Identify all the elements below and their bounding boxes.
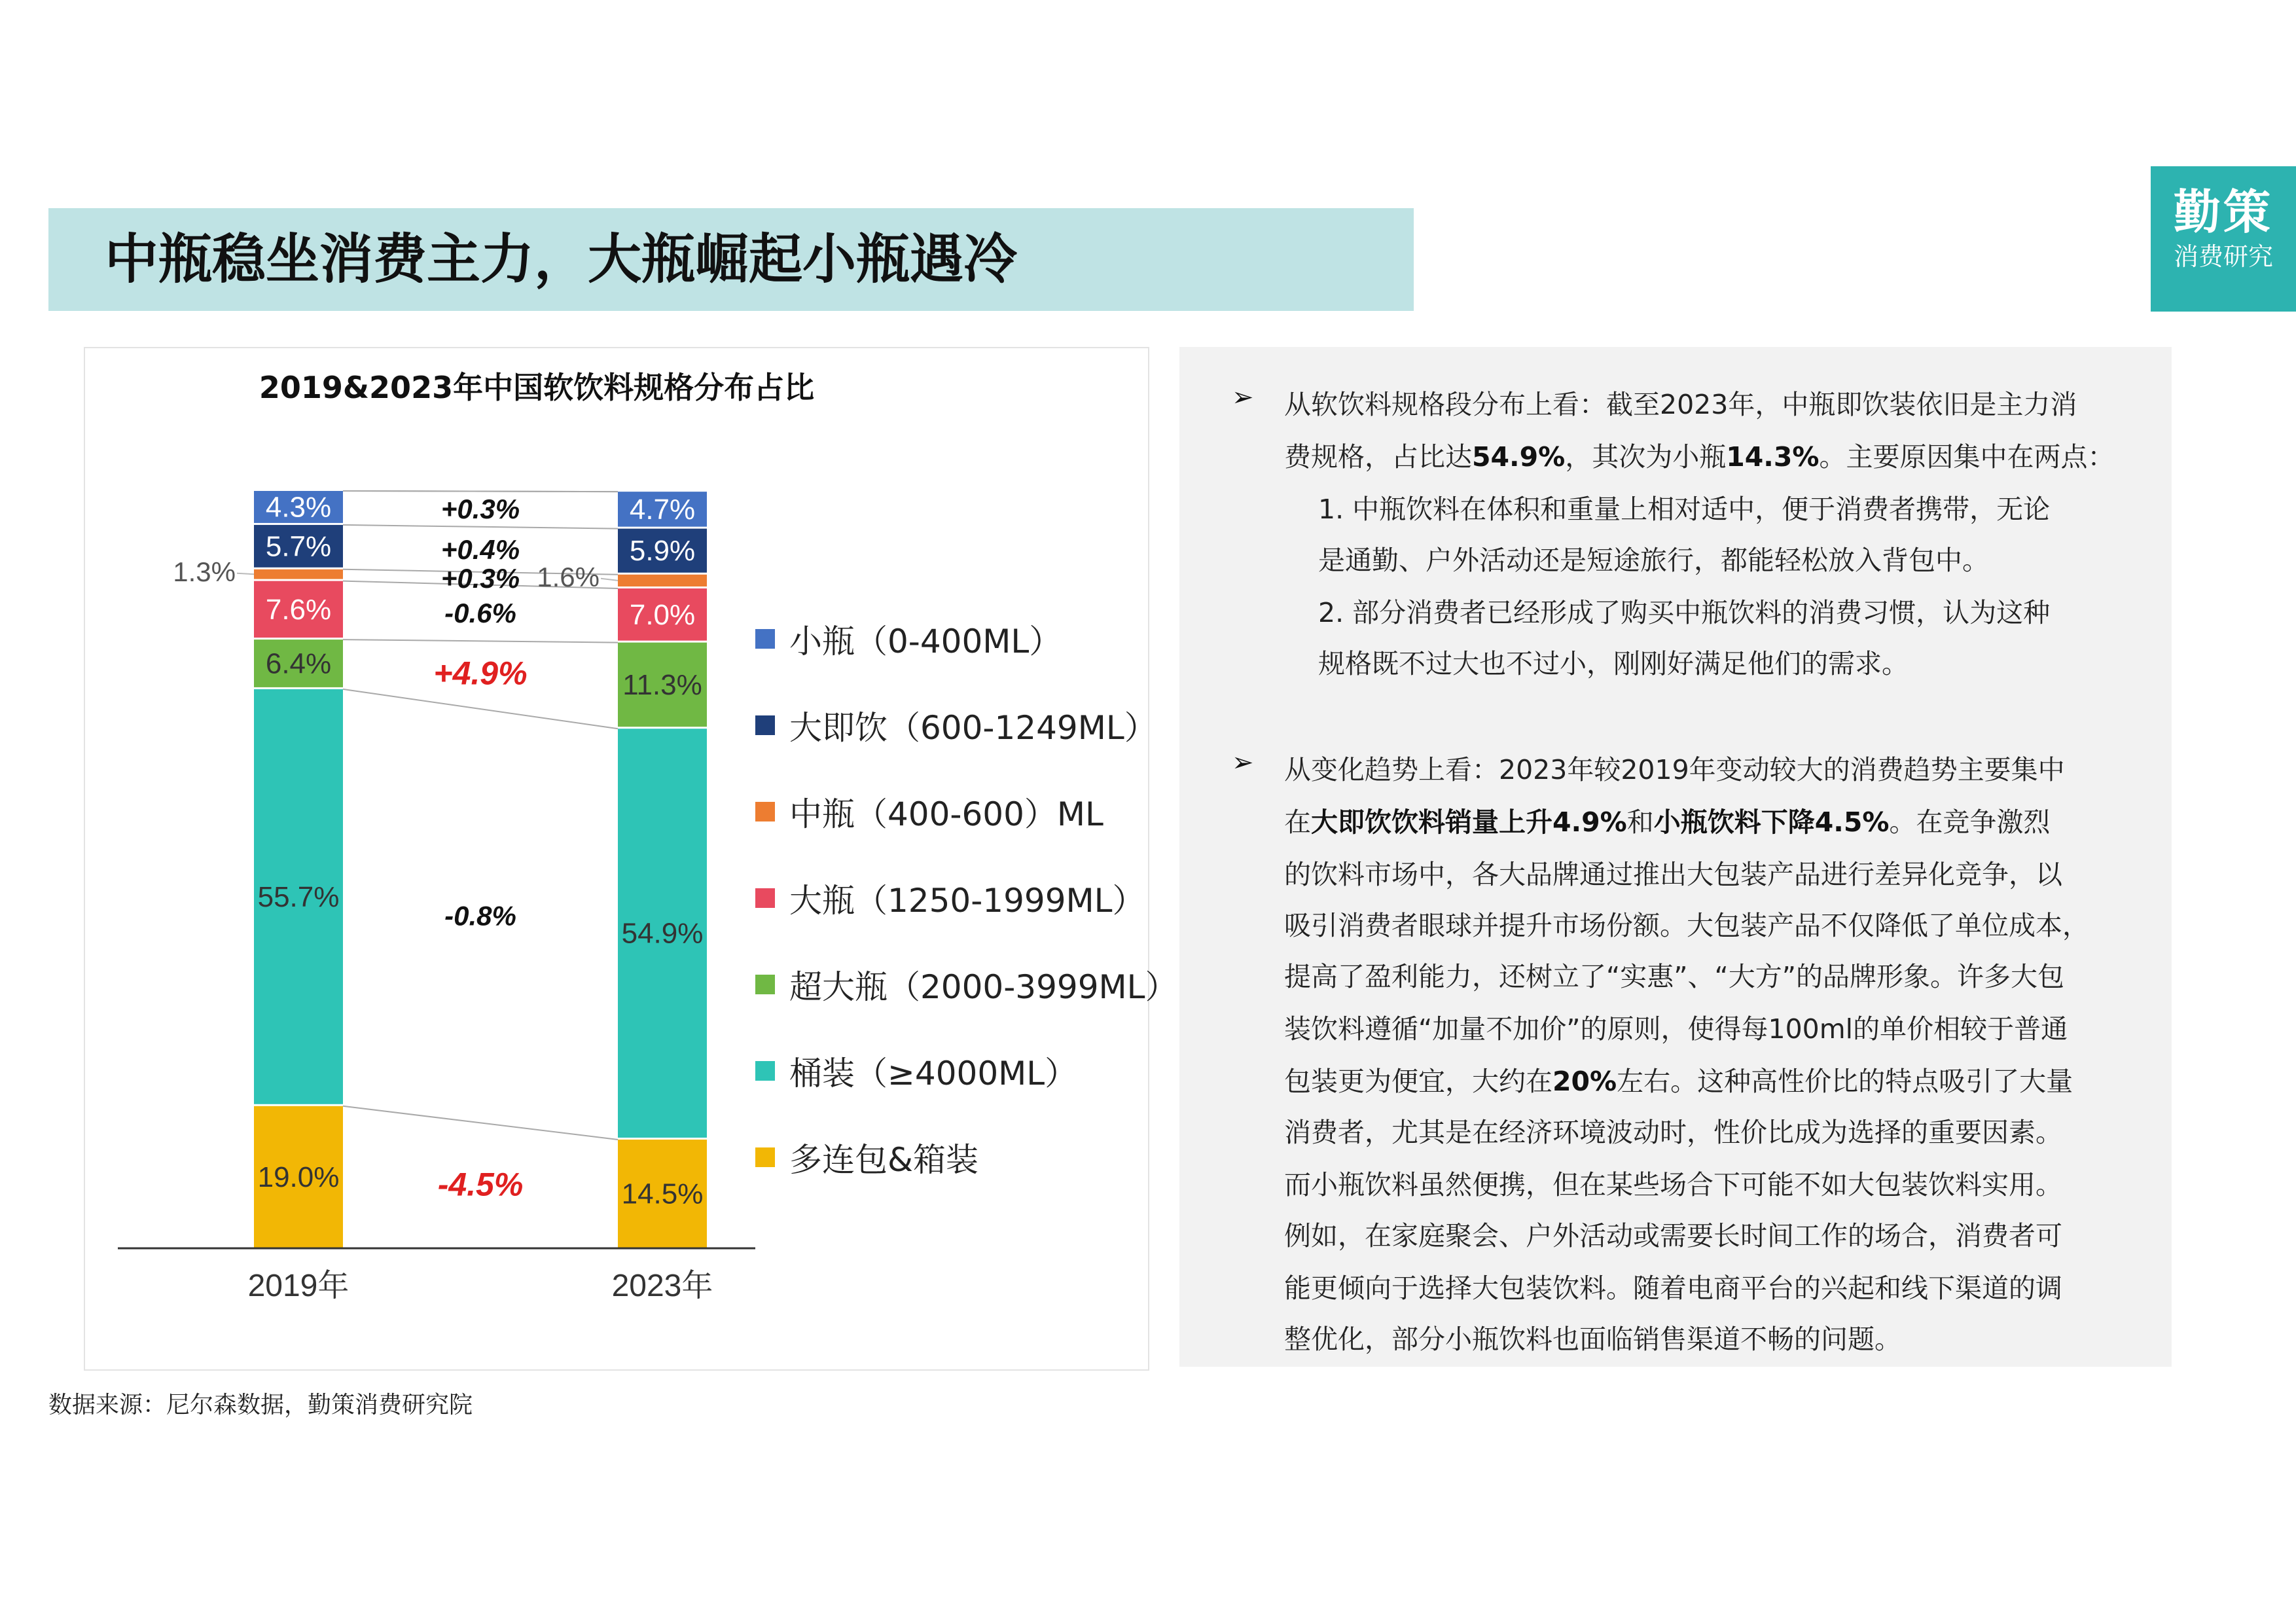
data-label: 5.9% <box>629 535 696 568</box>
analysis-line: 2. 部分消费者已经形成了购买中瓶饮料的消费习惯，认为这种 <box>1318 597 2051 628</box>
analysis-line: 的饮料市场中，各大品牌通过推出大包装产品进行差异化竞争，以 <box>1284 859 2062 890</box>
analysis-panel <box>1179 347 2172 1367</box>
x-tick-label: 2019年 <box>247 1269 350 1303</box>
data-label: 6.4% <box>265 647 332 680</box>
title-band <box>48 208 1414 311</box>
analysis-line: 消费者，尤其是在经济环境波动时，性价比成为选择的重要因素。 <box>1284 1117 2062 1148</box>
legend-swatch <box>755 629 775 649</box>
analysis-line: 包装更为便宜，大约在20%左右。这种高性价比的特点吸引了大量 <box>1284 1066 2073 1097</box>
analysis-line: 装饮料遵循“加量不加价”的原则，使得每100ml的单价相较于普通 <box>1284 1013 2068 1045</box>
x-tick-label: 2023年 <box>611 1269 713 1303</box>
analysis-line: 费规格，占比达54.9%，其次为小瓶14.3%。主要原因集中在两点： <box>1284 441 2115 473</box>
change-label: -4.5% <box>437 1166 524 1203</box>
legend-swatch <box>755 715 775 735</box>
change-label: +0.4% <box>440 533 520 565</box>
logo-main-text: 勤策 <box>2173 185 2273 240</box>
change-label: +4.9% <box>433 655 528 692</box>
data-label: 5.7% <box>265 530 332 563</box>
chart-panel <box>84 347 1178 1371</box>
analysis-line: 规格既不过大也不过小，刚刚好满足他们的需求。 <box>1318 648 1909 679</box>
change-label: +0.3% <box>440 494 520 525</box>
analysis-line: 在大即饮饮料销量上升4.9%和小瓶饮料下降4.5%。在竞争激烈 <box>1284 806 2051 838</box>
chart-legend <box>755 596 1178 1200</box>
page-title: 中瓶稳坐消费主力，大瓶崛起小瓶遇冷 <box>105 228 1018 291</box>
legend-swatch <box>755 1147 775 1167</box>
legend-swatch <box>755 1061 775 1081</box>
legend-label: 小瓶（0-400ML） <box>789 623 1062 660</box>
analysis-line: 能更倾向于选择大包装饮料。随着电商平台的兴起和线下渠道的调 <box>1284 1272 2062 1304</box>
stacked-bar-chart <box>85 348 755 1369</box>
legend-label: 大瓶（1250-1999ML） <box>789 882 1145 920</box>
logo-sub-text: 消费研究 <box>2173 242 2273 271</box>
connector-line <box>343 689 618 729</box>
data-label: 19.0% <box>257 1161 340 1193</box>
change-label: -0.6% <box>444 597 516 628</box>
legend-label: 中瓶（400-600）ML <box>789 795 1103 833</box>
legend-item <box>755 941 1178 1028</box>
data-label: 14.5% <box>621 1178 704 1210</box>
bullet-arrow-icon: ➢ <box>1232 382 1254 412</box>
legend-label: 超大瓶（2000-3999ML） <box>789 968 1178 1006</box>
bar-400-600-ml-0 <box>254 569 343 579</box>
analysis-line: 从软饮料规格段分布上看：截至2023年，中瓶即饮装依旧是主力消 <box>1284 389 2077 420</box>
legend-item <box>755 682 1178 768</box>
analysis-line: 提高了盈利能力，还树立了“实惠”、“大方”的品牌形象。许多大包 <box>1284 961 2064 992</box>
data-label: 11.3% <box>622 668 702 701</box>
legend-item <box>755 1028 1178 1114</box>
legend-swatch <box>755 802 775 821</box>
analysis-line: 吸引消费者眼球并提升市场份额。大包装产品不仅降低了单位成本， <box>1284 910 2089 941</box>
data-label: 1.6% <box>537 561 600 592</box>
legend-label: 多连包&箱装 <box>789 1141 978 1179</box>
analysis-line: 从变化趋势上看：2023年较2019年变动较大的消费趋势主要集中 <box>1284 754 2065 785</box>
change-label: +0.3% <box>440 563 520 594</box>
analysis-line: 是通勤、户外活动还是短途旅行，都能轻松放入背包中。 <box>1318 545 1989 576</box>
data-label: 54.9% <box>621 917 704 950</box>
analysis-line: 1. 中瓶饮料在体积和重量上相对适中，便于消费者携带，无论 <box>1318 494 2051 525</box>
legend-item <box>755 596 1178 682</box>
brand-logo <box>2151 166 2296 312</box>
connector-line <box>343 1106 618 1140</box>
analysis-line: 整优化，部分小瓶饮料也面临销售渠道不畅的问题。 <box>1284 1324 1901 1355</box>
data-label: 4.3% <box>265 491 332 524</box>
analysis-line: 而小瓶饮料虽然便携，但在某些场合下可能不如大包装饮料实用。 <box>1284 1169 2062 1200</box>
legend-item <box>755 1114 1178 1200</box>
legend-label: 大即饮（600-1249ML） <box>789 709 1157 747</box>
data-label: 4.7% <box>629 493 696 526</box>
legend-swatch <box>755 888 775 908</box>
chart-title: 2019&2023年中国软饮料规格分布占比 <box>259 370 815 405</box>
label-leader-line <box>601 579 618 581</box>
data-label: 7.0% <box>629 598 696 631</box>
legend-swatch <box>755 975 775 994</box>
bar-400-600-ml-1 <box>618 575 707 586</box>
bullet-arrow-icon: ➢ <box>1232 748 1254 778</box>
legend-label: 桶装（≥4000ML） <box>789 1055 1078 1092</box>
label-leader-line <box>237 573 254 574</box>
legend-item <box>755 768 1178 855</box>
data-label: 7.6% <box>265 593 332 626</box>
change-label: -0.8% <box>444 900 516 931</box>
connector-line <box>343 491 618 492</box>
data-source-note: 数据来源：尼尔森数据，勤策消费研究院 <box>48 1392 473 1418</box>
legend-item <box>755 855 1178 941</box>
analysis-line: 例如，在家庭聚会、户外活动或需要长时间工作的场合，消费者可 <box>1284 1220 2062 1252</box>
connector-line <box>343 525 618 529</box>
data-label: 55.7% <box>257 880 340 913</box>
data-label: 1.3% <box>173 556 236 587</box>
connector-line <box>343 640 618 643</box>
